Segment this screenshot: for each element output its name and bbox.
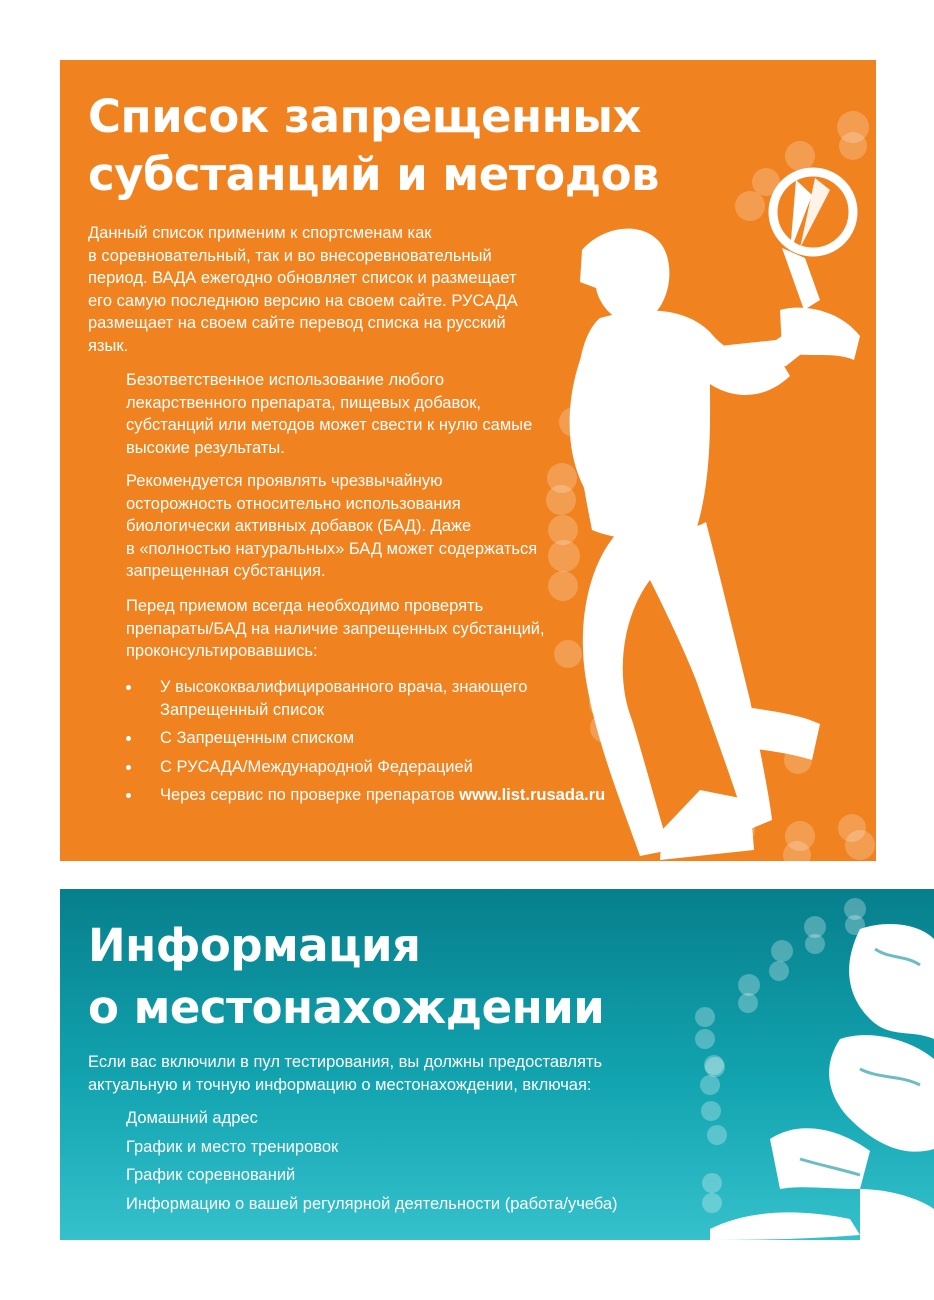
title-line: субстанций и методов: [88, 148, 659, 201]
supplements-caution-paragraph: [126, 470, 576, 583]
check-before-use-paragraph: [126, 595, 586, 663]
list-item: Информацию о вашей регулярной деятельности (работа/учеба): [126, 1194, 618, 1213]
text-line: в «полностью натуральных» БАД может содержаться: [126, 539, 538, 558]
text-line: в соревновательный, так и во внесоревновательный: [88, 246, 492, 265]
bullet-icon: [126, 765, 131, 770]
list-item: График соревнований: [126, 1166, 296, 1184]
whereabouts-section: [60, 889, 934, 1240]
prohibited-intro-text: [88, 222, 558, 357]
text-line: высокие результаты.: [126, 438, 285, 457]
consultation-list: [126, 676, 646, 813]
text-line: его самую последнюю версию на своем сайте. РУСАДА: [88, 291, 518, 310]
prohibited-list-section: [60, 60, 876, 861]
text-line: Если вас включили в пул тестирования, вы должны предоставлять: [88, 1053, 603, 1071]
list-item-text: Через сервис по проверке препаратов: [160, 786, 460, 804]
list-item: [126, 676, 646, 721]
whereabouts-list: [126, 1107, 618, 1221]
list-item: [126, 756, 646, 779]
whereabouts-title: [88, 915, 604, 1039]
prohibited-list-title: [88, 88, 659, 204]
rusada-list-link[interactable]: www.list.rusada.ru: [459, 786, 606, 804]
text-line: лекарственного препарата, пищевых добавок,: [126, 393, 482, 412]
text-line: субстанций или методов может свести к нулю самые: [126, 416, 533, 434]
text-line: Перед приемом всегда необходимо проверять: [126, 597, 484, 615]
text-line: препараты/БАД на наличие запрещенных субстанций,: [126, 619, 545, 638]
text-line: актуальную и точную информацию о местонахождении, включая:: [88, 1075, 592, 1094]
text-line: язык.: [88, 336, 129, 355]
bullet-icon: [126, 685, 131, 690]
list-item: График и место тренировок: [126, 1137, 339, 1156]
text-line: размещает на своем сайте перевод списка на русский: [88, 314, 506, 332]
bullet-icon: [126, 736, 131, 741]
text-line: запрещенная субстанция.: [126, 562, 326, 580]
title-line: Информация: [88, 919, 421, 972]
title-line: Список запрещенных: [88, 90, 641, 143]
text-line: Безответственное использование любого: [126, 371, 445, 389]
list-item-text: Запрещенный список: [160, 700, 325, 719]
text-line: Данный список применим к спортсменам как: [88, 224, 432, 242]
list-item: [126, 784, 646, 807]
list-item-text: У высококвалифицированного врача, знающего: [160, 678, 528, 696]
list-item: Домашний адрес: [126, 1109, 258, 1127]
text-line: Рекомендуется проявлять чрезвычайную: [126, 472, 443, 490]
bullet-icon: [126, 793, 131, 798]
whereabouts-intro-text: [88, 1051, 668, 1096]
text-line: биологически активных добавок (БАД). Даже: [126, 517, 472, 535]
title-line: о местонахождении: [88, 981, 605, 1034]
text-line: осторожность относительно использования: [126, 494, 461, 513]
text-line: период. ВАДА ежегодно обновляет список и размещает: [88, 269, 517, 287]
list-item: [126, 727, 646, 750]
text-line: проконсультировавшись:: [126, 642, 318, 660]
list-item-text: С Запрещенным списком: [160, 729, 355, 747]
list-item-text: С РУСАДА/Международной Федерацией: [160, 757, 473, 776]
irresponsible-use-paragraph: [126, 369, 566, 459]
